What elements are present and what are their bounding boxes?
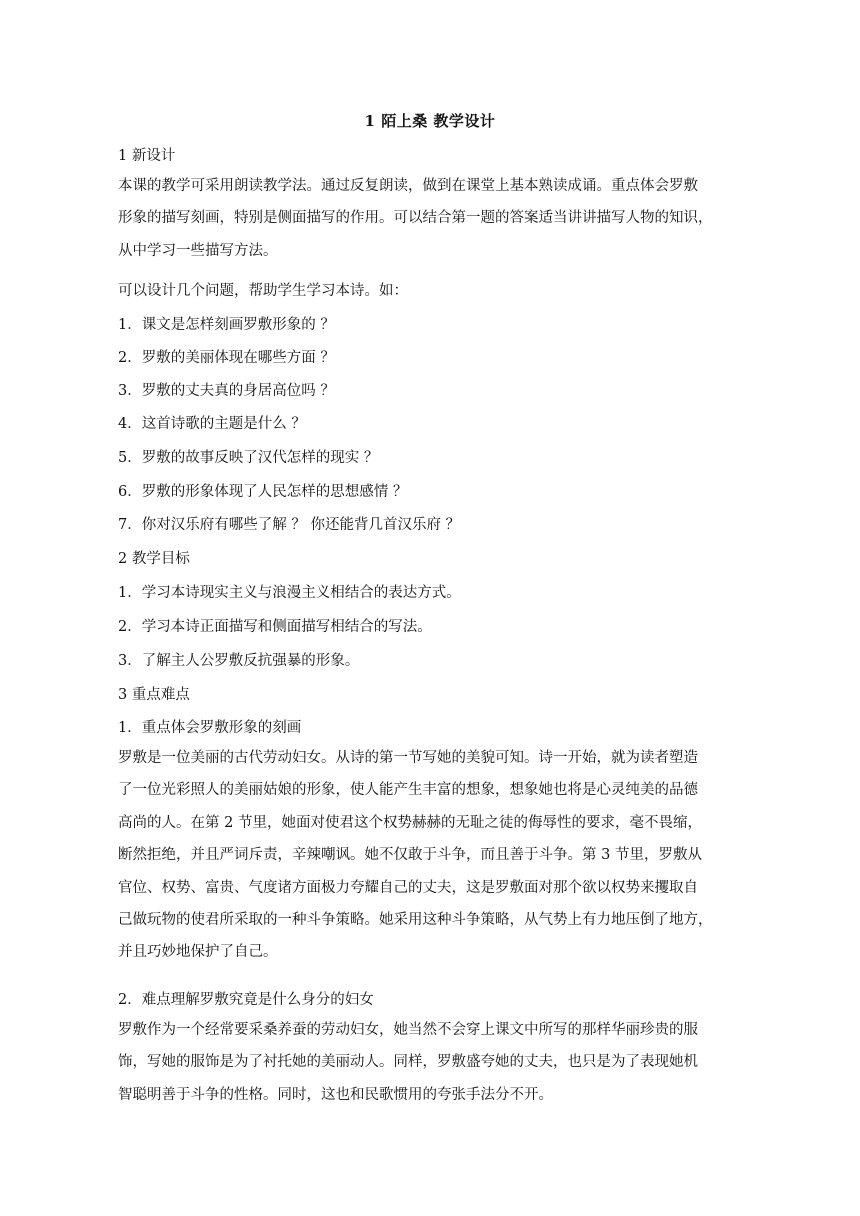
- paragraph-line: 智聪明善于斗争的性格。同时，这也和民歌惯用的夸张手法分不开。: [118, 1086, 553, 1103]
- question-item: 7．你对汉乐府有哪些了解 ？ 你还能背几首汉乐府 ？: [118, 517, 461, 533]
- paragraph-line: 断然拒绝，并且严词斥责，辛辣嘲讽。她不仅敢于斗争，而且善于斗争。第 3 节里，罗敷从: [118, 847, 702, 864]
- difficult-point-title: 2．难点理解罗敷究竟是什么身分的妇女: [118, 992, 374, 1008]
- section-heading-new-design: 1 新设计: [118, 148, 176, 164]
- question-item: 5．罗敷的故事反映了汉代怎样的现实 ？: [118, 450, 379, 466]
- paragraph-line: 官位、权势、富贵、气度诸方面极力夸耀自己的丈夫，这是罗敷面对那个欲以权势来攫取自: [118, 879, 698, 896]
- key-point-paragraph: [118, 742, 744, 969]
- question-item: 2．罗敷的美丽体现在哪些方面 ？: [118, 350, 335, 366]
- question-item: 1．课文是怎样刻画罗敷形象的 ？: [118, 317, 335, 333]
- paragraph-line: 罗敷作为一个经常要采桑养蚕的劳动妇女，她当然不会穿上课文中所写的那样华丽珍贵的服: [118, 1022, 698, 1038]
- question-item: 3．罗敷的丈夫真的身居高位吗 ？: [118, 383, 335, 399]
- objective-item: 1．学习本诗现实主义与浪漫主义相结合的表达方式。: [118, 585, 461, 601]
- question-item: 6．罗敷的形象体现了人民怎样的思想感情 ？: [118, 484, 408, 500]
- difficult-point-paragraph: [118, 1014, 744, 1111]
- paragraph-line: 己做玩物的使君所采取的一种斗争策略。她采用这种斗争策略，从气势上有力地压倒了地方，: [118, 912, 713, 929]
- objective-item: 3．了解主人公罗敷反抗强暴的形象。: [118, 653, 360, 669]
- paragraph-line: 了一位光彩照人的美丽姑娘的形象，使人能产生丰富的想象，想象她也将是心灵纯美的品德: [118, 782, 698, 799]
- paragraph-line: 罗敷是一位美丽的古代劳动妇女。从诗的第一节写她的美貌可知。诗一开始，就为读者塑造: [118, 750, 698, 766]
- intro-paragraph: [118, 170, 744, 267]
- questions-lead: 可以设计几个问题，帮助学生学习本诗。如：: [118, 283, 408, 299]
- document-title: 1 陌上桑 教学设计: [364, 112, 496, 130]
- section-heading-objectives: 2 教学目标: [118, 551, 190, 567]
- paragraph-line: 并且巧妙地保护了自己。: [118, 944, 278, 961]
- section-heading-key-points: 3 重点难点: [118, 687, 190, 703]
- intro-line: 本课的教学可采用朗读教学法。通过反复朗读，做到在课堂上基本熟读成诵。重点体会罗敷: [118, 178, 698, 194]
- paragraph-line: 饰，写她的服饰是为了衬托她的美丽动人。同样，罗敷盛夸她的丈夫，也只是为了表现她机: [118, 1054, 698, 1071]
- intro-line: 从中学习一些描写方法。: [118, 242, 278, 259]
- objective-item: 2．学习本诗正面描写和侧面描写相结合的写法。: [118, 619, 432, 635]
- key-point-title: 1．重点体会罗敷形象的刻画: [118, 720, 302, 736]
- intro-line: 形象的描写刻画，特别是侧面描写的作用。可以结合第一题的答案适当讲讲描写人物的知识，: [118, 210, 713, 227]
- question-item: 4．这首诗歌的主题是什么 ？: [118, 416, 306, 432]
- paragraph-line: 高尚的人。在第 2 节里，她面对使君这个权势赫赫的无耻之徒的侮辱性的要求，毫不畏缩，: [118, 814, 702, 831]
